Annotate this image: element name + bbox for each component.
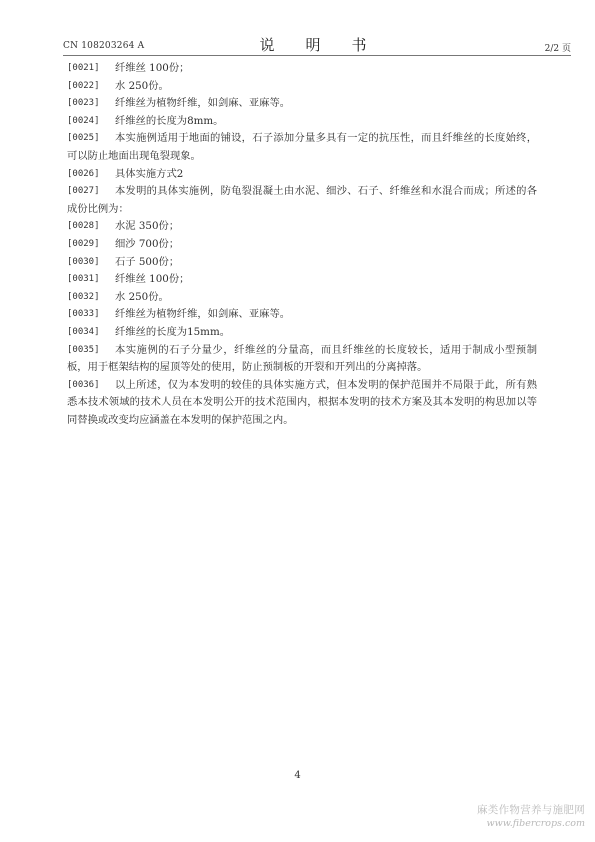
paragraph-text: 细沙 700份； bbox=[115, 237, 180, 250]
page-title: 说 明 书 bbox=[259, 36, 375, 54]
paragraph-0025 bbox=[67, 130, 537, 165]
paragraph-0030 bbox=[67, 254, 537, 272]
paragraph-number: [0036] bbox=[67, 379, 100, 390]
paragraph-text: 纤维丝 100份； bbox=[115, 273, 190, 286]
page-number: 4 bbox=[294, 770, 301, 781]
paragraph-text: 水泥 350份； bbox=[115, 220, 180, 233]
paragraph-number: [0032] bbox=[67, 291, 100, 302]
paragraph-number: [0024] bbox=[67, 115, 100, 126]
paragraph-0031 bbox=[67, 271, 537, 289]
paragraph-number: [0031] bbox=[67, 274, 100, 285]
paragraph-0026 bbox=[67, 166, 537, 184]
paragraph-number: [0025] bbox=[67, 133, 100, 144]
paragraph-0036 bbox=[67, 377, 537, 430]
paragraph-text: 以上所述，仅为本发明的较佳的具体实施方式，但本发明的保护范围并不局限于此，所有熟悉本技术领域的技术人员在本发明公开的技术范围内，根据本发明的技术方案及其本发明的构思加以等同替换或改变均应涵盖在本发明的保护范围之内。 bbox=[67, 378, 537, 426]
page-header bbox=[63, 33, 571, 55]
paragraph-number: [0030] bbox=[67, 256, 100, 267]
paragraph-number: [0022] bbox=[67, 80, 100, 91]
paragraph-text: 纤维丝为植物纤维，如剑麻、亚麻等。 bbox=[115, 308, 291, 321]
paragraph-text: 纤维丝为植物纤维，如剑麻、亚麻等。 bbox=[115, 97, 291, 110]
paragraph-0034 bbox=[67, 324, 537, 342]
document-number: CN 108203264 A bbox=[63, 41, 145, 51]
paragraph-number: [0028] bbox=[67, 221, 100, 232]
watermark bbox=[477, 804, 585, 830]
paragraph-0027 bbox=[67, 183, 537, 218]
paragraph-text: 纤维丝的长度为15mm。 bbox=[115, 325, 231, 338]
paragraph-text: 石子 500份； bbox=[115, 255, 180, 268]
paragraph-number: [0026] bbox=[67, 168, 100, 179]
paragraph-0033 bbox=[67, 306, 537, 324]
paragraph-number: [0034] bbox=[67, 326, 100, 337]
paragraph-0035 bbox=[67, 342, 537, 377]
paragraph-text: 本实施例的石子分量少，纤维丝的分量高，而且纤维丝的长度较长，适用于制成小型预制板，用于框架结构的屋顶等处的使用，防止预制板的开裂和开列出的分离掉落。 bbox=[67, 343, 537, 374]
paragraph-number: [0027] bbox=[67, 186, 100, 197]
watermark-url: www.fibercrops.com bbox=[486, 818, 585, 829]
paragraph-number: [0029] bbox=[67, 238, 100, 249]
paragraph-number: [0023] bbox=[67, 98, 100, 109]
paragraph-0032 bbox=[67, 289, 537, 307]
paragraph-text: 纤维丝 100份； bbox=[115, 62, 190, 74]
paragraph-number: [0035] bbox=[67, 344, 100, 355]
paragraph-0024 bbox=[67, 113, 537, 131]
paragraph-0021 bbox=[67, 60, 537, 78]
paragraph-text: 本发明的具体实施例，防龟裂混凝土由水泥、细沙、石子、纤维丝和水混合而成；所述的各成份比例为： bbox=[67, 185, 537, 215]
paragraph-number: [0033] bbox=[67, 309, 100, 320]
paragraph-text: 本实施例适用于地面的铺设，石子添加分量多具有一定的抗压性，而且纤维丝的长度始终，可以防止地面出现龟裂现象。 bbox=[67, 132, 537, 162]
paragraph-text: 纤维丝的长度为8mm。 bbox=[115, 114, 224, 127]
paragraph-text: 水 250份。 bbox=[115, 290, 169, 303]
document-body bbox=[67, 60, 537, 429]
header-divider bbox=[63, 55, 571, 56]
paragraph-0023 bbox=[67, 95, 537, 113]
paragraph-number: [0021] bbox=[67, 63, 100, 73]
paragraph-0028 bbox=[67, 218, 537, 236]
page-count-label: 2/2 页 bbox=[544, 44, 571, 54]
paragraph-0022 bbox=[67, 78, 537, 96]
watermark-site-name: 麻类作物营养与施肥网 bbox=[477, 804, 585, 816]
paragraph-0029 bbox=[67, 236, 537, 254]
paragraph-text: 水 250份。 bbox=[115, 79, 169, 92]
paragraph-text: 具体实施方式2 bbox=[115, 167, 184, 180]
